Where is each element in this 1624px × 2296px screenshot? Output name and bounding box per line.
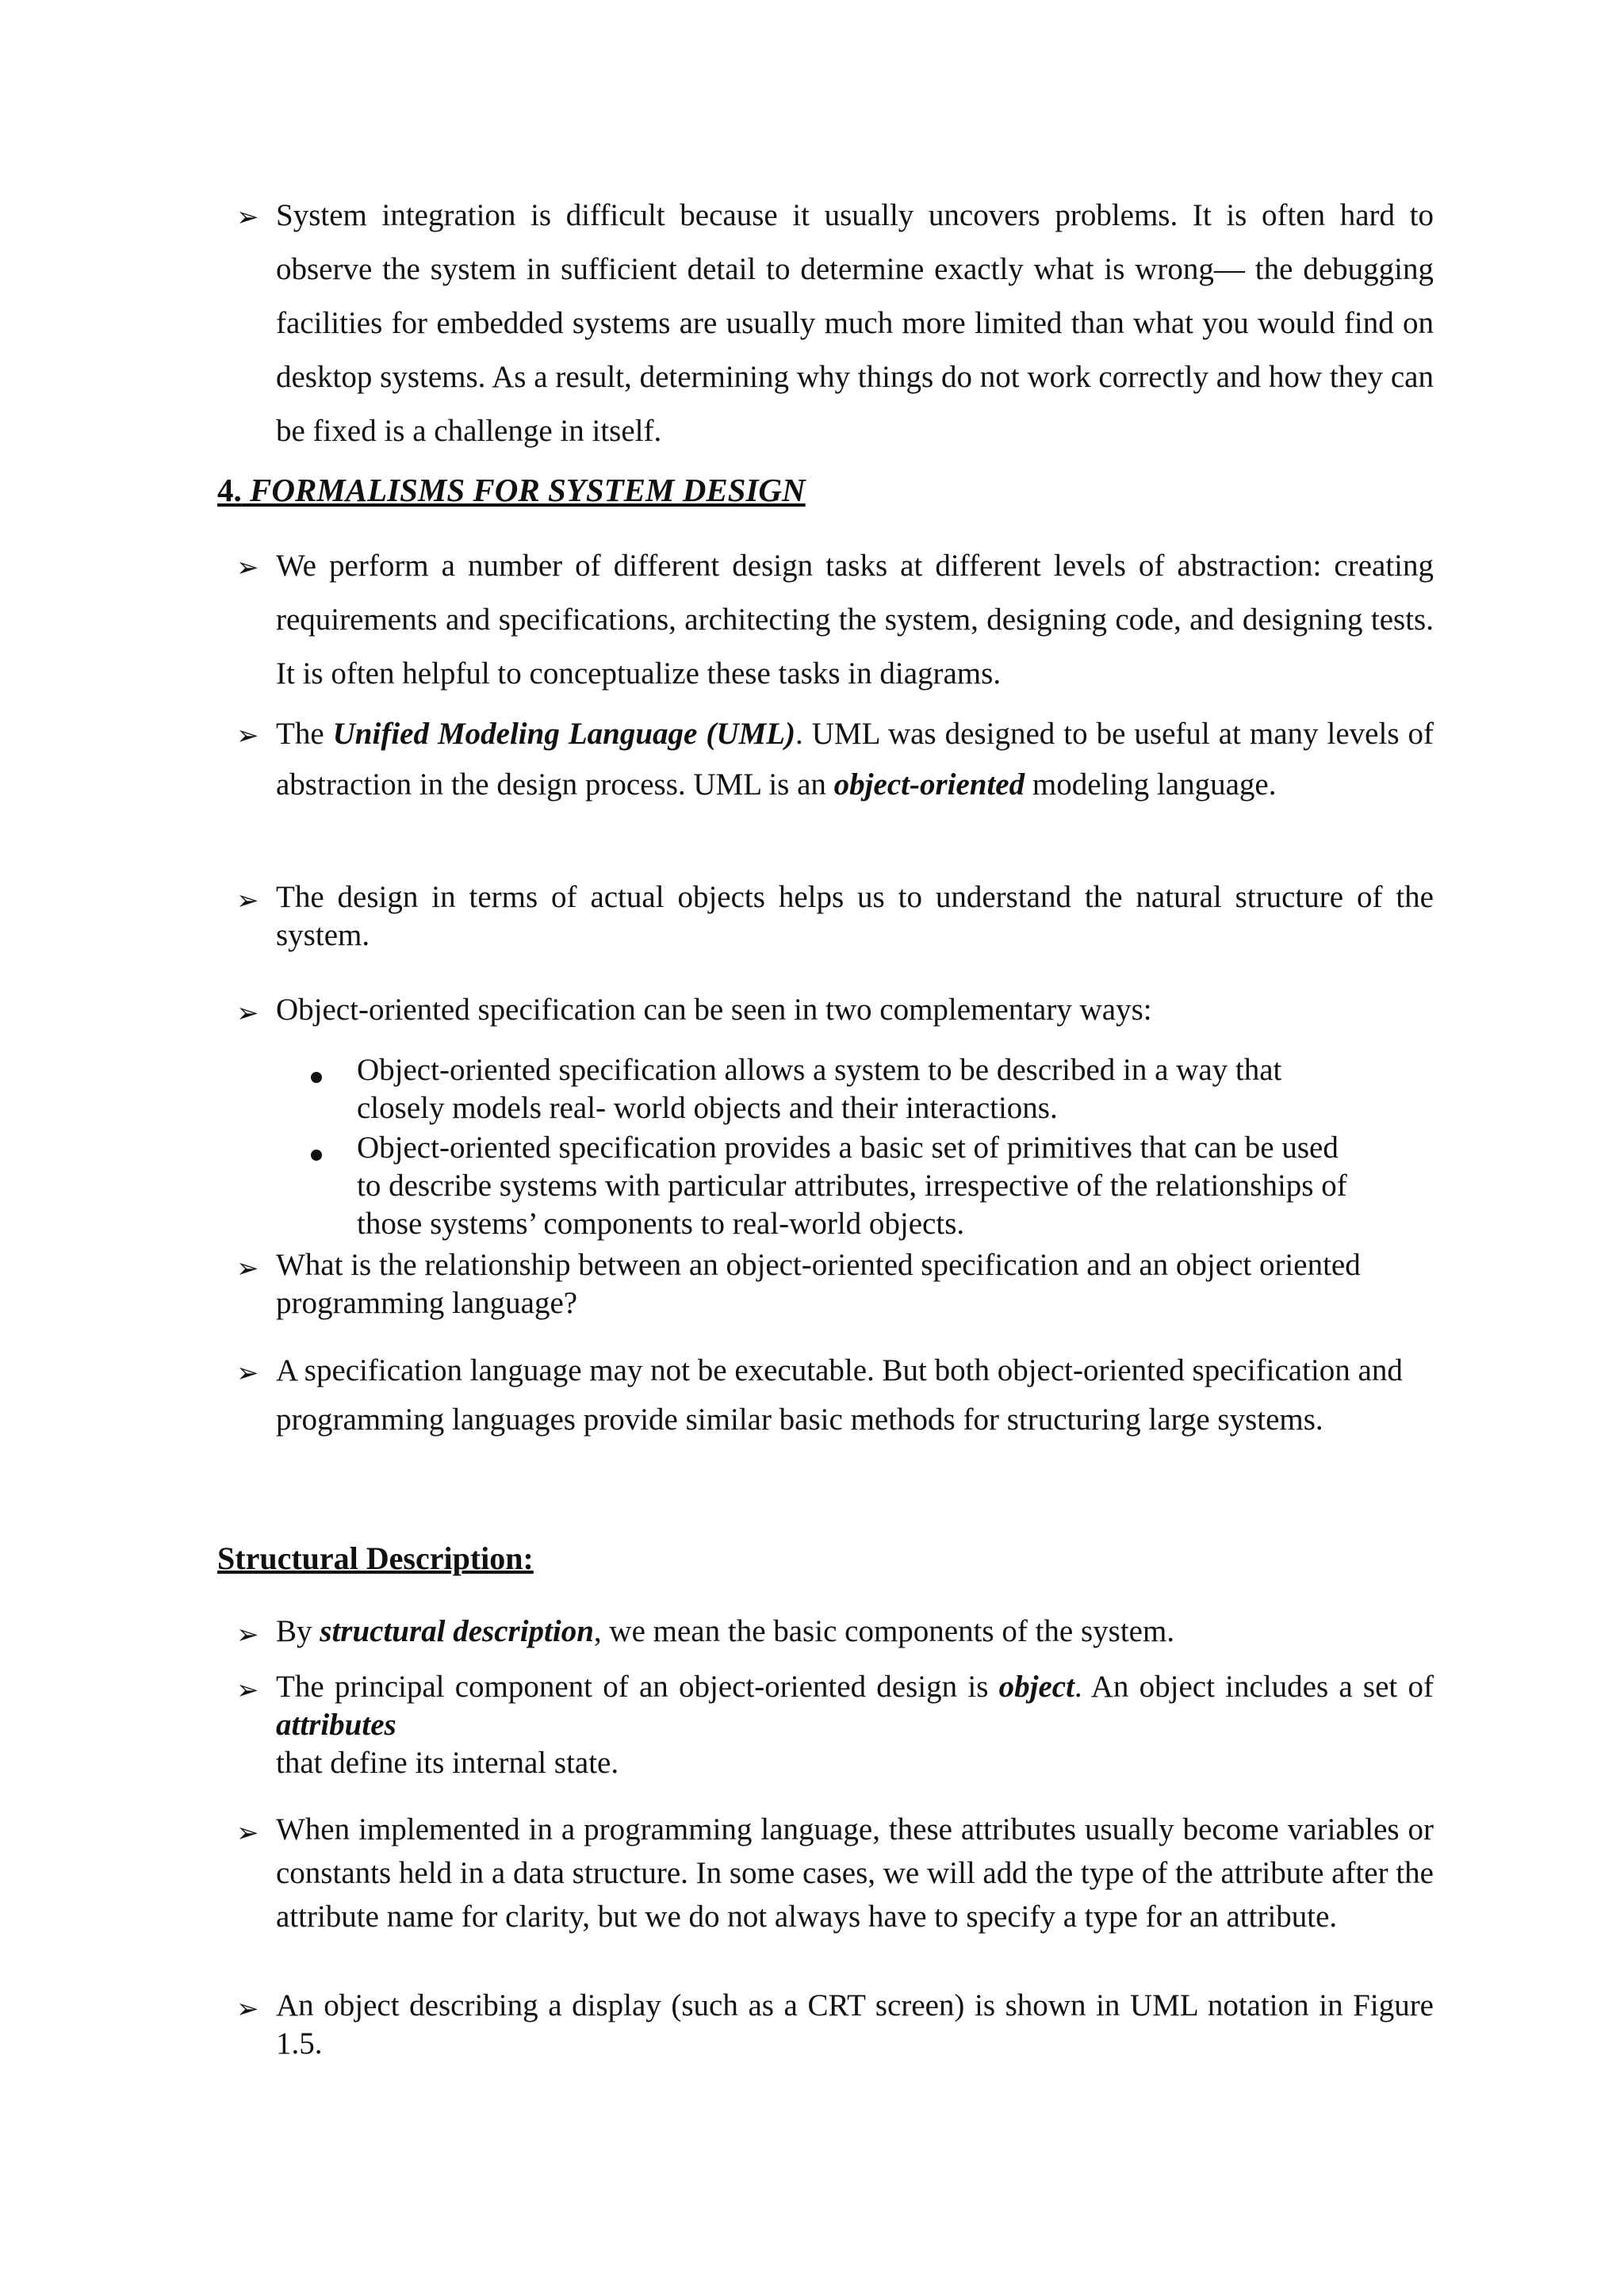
sub-item-real-world: Object-oriented specification allows a system to be described in a way that closely models real- world objects and their interactions.: [357, 1053, 1282, 1125]
paragraph-implemented-attributes: When implemented in a programming language, these attributes usually become variables or constants held in a data structure. In some cases, we will add the type of the attribute after the attribute name for clarity, but we do not always have to specify a type for an attribute.: [276, 1812, 1434, 1934]
paragraph-actual-objects: The design in terms of actual objects helps us to understand the natural structure of the system.: [276, 880, 1434, 952]
paragraph-display-object: An object describing a display (such as a CRT screen) is shown in UML notation in Figure 1.5.: [276, 1988, 1434, 2061]
arrow-bullet-icon: ➢: [236, 1359, 259, 1388]
section-title: FORMALISMS FOR SYSTEM DESIGN: [250, 472, 806, 508]
sub-bullet-icon: [311, 1072, 322, 1083]
section-heading-formalisms: [217, 474, 806, 507]
attributes-term: attributes: [276, 1708, 396, 1742]
object-term: object: [998, 1670, 1074, 1704]
arrow-bullet-icon: ➢: [236, 999, 259, 1028]
arrow-bullet-icon: ➢: [236, 1254, 259, 1284]
section-heading-structural: Structural Description:: [217, 1540, 534, 1576]
structural-description-term: structural description: [320, 1614, 594, 1648]
sub-bullet-icon: [311, 1150, 322, 1161]
sub-item-primitives: Object-oriented specification provides a basic set of primitives that can be used to describe systems with particular attributes, irrespective of the relationships of those systems’ components to real-world objects.: [357, 1131, 1347, 1241]
paragraph-structural-description: By structural description, we mean the basic components of the system.: [276, 1614, 1175, 1648]
object-oriented-term: object-oriented: [833, 767, 1025, 802]
arrow-bullet-icon: ➢: [236, 721, 259, 751]
paragraph-specification-language: A specification language may not be executable. But both object-oriented specification and programming languages provide similar basic methods for structuring large systems.: [276, 1353, 1403, 1437]
arrow-bullet-icon: ➢: [236, 886, 259, 916]
uml-term: Unified Modeling Language (UML): [332, 717, 795, 751]
arrow-bullet-icon: ➢: [236, 203, 259, 232]
arrow-bullet-icon: ➢: [236, 1621, 259, 1650]
paragraph-relationship-question: What is the relationship between an object-oriented specification and an object oriented programming language?: [276, 1248, 1361, 1320]
section-number: 4.: [217, 472, 242, 508]
paragraph-uml: The Unified Modeling Language (UML). UML was designed to be useful at many levels of abstraction in the design process. UML is an object-oriented modeling language.: [276, 717, 1434, 802]
paragraph-principal-component: The principal component of an object-oriented design is object. An object includes a set of attributes that define its internal state.: [276, 1670, 1434, 1780]
arrow-bullet-icon: ➢: [236, 1995, 259, 2024]
arrow-bullet-icon: ➢: [236, 1819, 259, 1848]
paragraph-system-integration: System integration is difficult because it usually uncovers problems. It is often hard to observe the system in sufficient detail to determine exactly what is wrong— the debugging facilities for embedded systems are usually much more limited than what you would find on desktop systems. As a result, determining why things do not work correctly and how they can be fixed is a challenge in itself.: [276, 198, 1434, 448]
arrow-bullet-icon: ➢: [236, 1676, 259, 1705]
arrow-bullet-icon: ➢: [236, 553, 259, 583]
paragraph-design-tasks: We perform a number of different design tasks at different levels of abstraction: creating requirements and specifications, architecting the system, designing code, and designing tests. It is often helpful to conceptualize these tasks in diagrams.: [276, 549, 1434, 691]
paragraph-complementary-ways: Object-oriented specification can be seen in two complementary ways:: [276, 993, 1152, 1027]
